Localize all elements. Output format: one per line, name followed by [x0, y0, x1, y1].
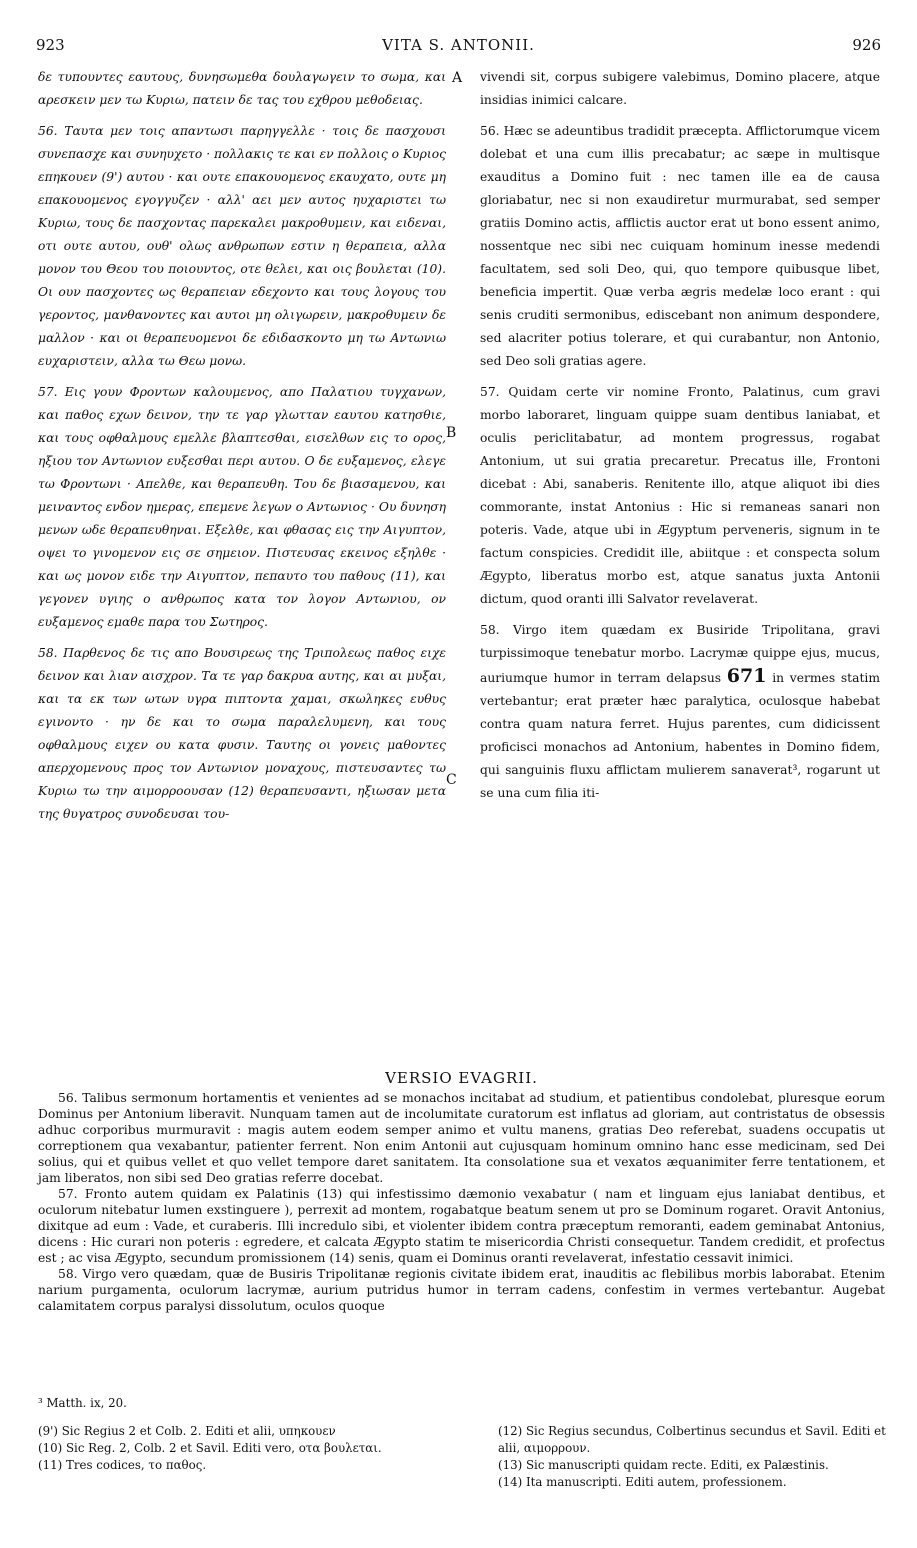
footnote-scripture-ref: ³ Matth. ix, 20. — [38, 1396, 127, 1410]
greek-paragraph-intro: δε τυπουντες εαυτους, δυνησωμεθα δουλαγωγειν το σωμα, και αρεσκειν μεν τω Κυριω, πατειν δε τας του εχθρου μεθοδειας. — [38, 70, 446, 107]
greek-column — [38, 66, 446, 826]
migne-column-number: 671 — [726, 665, 767, 687]
evagrius-paragraph-56: 56. Talibus sermonum hortamentis et venientes ad se monachos incitabat ad studium, et patientibus condolebat, pluresque eorum Dominus per Antonium liberavit. Nunquam tamen aut de incolumitate curatorum est inflatus ad gloriam, aut contristatus de obsessis adhuc corporibus murmuravit : magis autem eodem semper animo et vultu manens, gratias Deo referebat, suadens occupatis ut correptionem qua vexabantur, patienter ferrent. Non enim Antonii aut cujusquam hominum omnino hanc esse medicinam, sed Dei solius, qui et quibus vellet et quo vellet tempore daret sanitatem. Ita consolatione sua et vexatos æquanimiter ferre tentationem, et jam liberatos, non sibi sed Deo gratias referre docebat. — [38, 1091, 885, 1185]
footnote-14: (14) Ita manuscripti. Editi autem, professionem. — [498, 1475, 787, 1489]
footnote-12: (12) Sic Regius secundus, Colbertinus secundus et Savil. Editi et alii, αιμορρουν. — [498, 1424, 886, 1455]
footnotes-right — [498, 1423, 888, 1491]
latin-column — [480, 66, 880, 805]
footnotes-left — [38, 1423, 458, 1474]
footnotes — [38, 1395, 886, 1489]
column-marker-b: B — [446, 425, 457, 441]
footnote-13: (13) Sic manuscripti quidam recte. Editi, ex Palæstinis. — [498, 1458, 829, 1472]
latin-58-part-a: 58. Virgo item quædam ex Busiride Tripolitana, gravi turpissimoque tenebatur morbo. Lacrymæ quippe ejus, mucus, auriumque humor in terram delapsus — [480, 623, 880, 685]
evagrius-title: VERSIO EVAGRII. — [385, 1069, 538, 1087]
page-number-right: 926 — [852, 36, 881, 54]
footnote-11: (11) Tres codices, το παθος. — [38, 1458, 207, 1472]
page-number-left: 923 — [36, 36, 65, 54]
page-title: VITA S. ANTONII. — [382, 36, 535, 54]
greek-paragraph-58: 58. Παρθενος δε τις απο Βουσιρεως της Τριπολεως παθος ειχε δεινον και λιαν αισχρον. Τα τε γαρ δακρυα αυτης, και αι μυξαι, και τα εκ των ωτων υγρα πιπτοντα χαμαι, σκωληκες ευθυς εγινοντο · ην δε και το σωμα παραλελυμενη, και τους οφθαλμους ειχεν ου κατα φυσιν. Ταυτης οι γονεις μαθοντες απερχομενους προς τον Αντωνιον μοναχους, πιστευσαντες τω Κυριω τω την αιμορροουσαν (12) θεραπευσαντι, ηξιωσαν μετα της θυγατρος συνοδευσαι του- — [38, 646, 446, 821]
latin-paragraph-58 — [480, 619, 880, 805]
latin-paragraph-56: 56. Hæc se adeuntibus tradidit præcepta. Afflictorumque vicem dolebat et una cum illis precabatur; ac sæpe in multisque exauditus a Domino fuit : nec tamen ille ea de causa gloriabatur, nec si non exaudiretur murmurabat, sed semper gratiis Domino actis, afflictis auctor erat ut bono essent animo, nossentque nec sibi nec cuiquam hominum inesse medendi facultatem, sed soli Deo, qui, quo tempore quibusque libet, beneficia impertit. Quæ verba ægris medelæ loco erant : qui senis cruditi sermonibus, ediscebant non animum despondere, sed alacriter potius tolerare, et qui curabantur, non Antonio, sed Deo soli gratias agere. — [480, 124, 880, 368]
greek-paragraph-57: 57. Εις γουν Φροντων καλουμενος, απο Παλατιου τυγχανων, και παθος εχων δεινον, την τε γαρ γλωτταν εαυτου κατησθιε, και τους οφθαλμους εμελλε βλαπτεσθαι, εισελθων εις το ορος, ηξιου τον Αντωνιον ευξεσθαι περι αυτου. Ο δε ευξαμενος, ελεγε τω Φροντωνι · Απελθε, και θεραπευθη. Του δε βιασαμενου, και μειναντος ενδον ημερας, επεμενε λεγων ο Αντωνιος · Ου δυνηση μενων ωδε θεραπευθηναι. Εξελθε, και φθασας εις την Αιγυπτον, οψει το γινομενον εις σε σημειον. Πιστευσας εκεινος εξηλθε · και ως μονον ειδε την Αιγυπτον, πεπαυτο του παθους (11), και γεγονεν υγιης ο ανθρωπος κατα τον λογον Αντωνιου, ον ευξαμενος εμαθε παρα του Σωτηρος. — [38, 385, 446, 629]
latin-paragraph-intro: vivendi sit, corpus subigere valebimus, Domino placere, atque insidias inimici calcare. — [480, 70, 880, 107]
column-marker-c: C — [446, 772, 457, 788]
running-header — [36, 36, 881, 60]
evagrius-section — [38, 1070, 885, 1314]
evagrius-paragraph-57: 57. Fronto autem quidam ex Palatinis (13) qui infestissimo dæmonio vexabatur ( nam et linguam ejus laniabat dentibus, et oculorum nitebatur lumen exstinguere ), perrexit ad montem, rogabatque beatum senem ut pro se Dominum rogaret. Oravit Antonius, dixitque ad eum : Vade, et curaberis. Illi incredulo sibi, et violenter ibidem contra præceptum remoranti, eadem geminabat Antonius, dicens : Hic curari non poteris : egredere, et calcata Ægypto statim te misericordia Christi consequetur. Tandem credidit, et profectus est ; ac visa Ægypto, secundum promissionem (14) senis, quam ei Dominus oranti revelaverat, infestatio cessavit inimici. — [38, 1187, 885, 1265]
evagrius-paragraph-58: 58. Virgo vero quædam, quæ de Busiris Tripolitanæ regionis civitate ibidem erat, inauditis ac flebilibus morbis laborabat. Etenim narium purgamenta, oculorum lacrymæ, aurium putridus humor in terram cadens, confestim in vermes vertebantur. Augebat calamitatem corpus paralysi dissolutum, oculos quoque — [38, 1267, 885, 1313]
latin-58-part-b: in vermes statim vertebantur; erat præter hæc paralytica, oculosque habebat contra quam natura ferret. Hujus parentes, cum didicissent proficisci monachos ad Antonium, habentes in Domino fidem, qui sanguinis fluxu afflictam mulierem sanaverat³, rogarunt ut se una cum filia iti- — [480, 671, 880, 800]
latin-paragraph-57: 57. Quidam certe vir nomine Fronto, Palatinus, cum gravi morbo laboraret, linguam quippe suam dentibus laniabat, et oculis periclitabatur, ad montem progressus, rogabat Antonium, ut sui gratia precaretur. Precatus ille, Frontoni dicebat : Abi, sanaberis. Renitente illo, atque aliquot ibi dies commorante, instat Antonius : Hic si remaneas sanari non poteris. Vade, atque ubi in Ægyptum perveneris, signum in te factum conspicies. Credidit ille, abiitque : et conspecta solum Ægypto, liberatus morbo est, atque sanatus juxta Antonii dictum, quod oranti illi Salvator revelaverat. — [480, 385, 880, 606]
footnote-9: (9') Sic Regius 2 et Colb. 2. Editi et alii, υπηκουεν — [38, 1424, 336, 1438]
column-marker-a: A — [452, 70, 463, 86]
greek-paragraph-56: 56. Ταυτα μεν τοις απαντωσι παρηγγελλε · τοις δε πασχουσι συνεπασχε και συνηυχετο · πολλακις τε και εν πολλοις ο Κυριος επηκουεν (9') αυτου · και ουτε επακουομενος εκαυχατο, ουτε μη επακουομενος εγογγυζεν · αλλ' αει μεν αυτος ηυχαριστει τω Κυριω, τους δε πασχοντας παρεκαλει μακροθυμειν, και ειδεναι, οτι ουτε αυτου, ουθ' ολως ανθρωπων εστιν η θεραπεια, αλλα μονον του Θεου του ποιουντος, οτε θελει, και οις βουλεται (10). Οι ουν πασχοντες ως θεραπειαν εδεχοντο και τους λογους του γεροντος, μανθανοντες και αυτοι μη ολιγωρειν, μακροθυμειν δε μαλλον · και οι θεραπευομενοι δε εδιδασκοντο μη τω Αντωνιω ευχαριστειν, αλλα τω Θεω μονω. — [38, 124, 446, 368]
footnote-10: (10) Sic Reg. 2, Colb. 2 et Savil. Editi vero, οτα βουλεται. — [38, 1441, 382, 1455]
